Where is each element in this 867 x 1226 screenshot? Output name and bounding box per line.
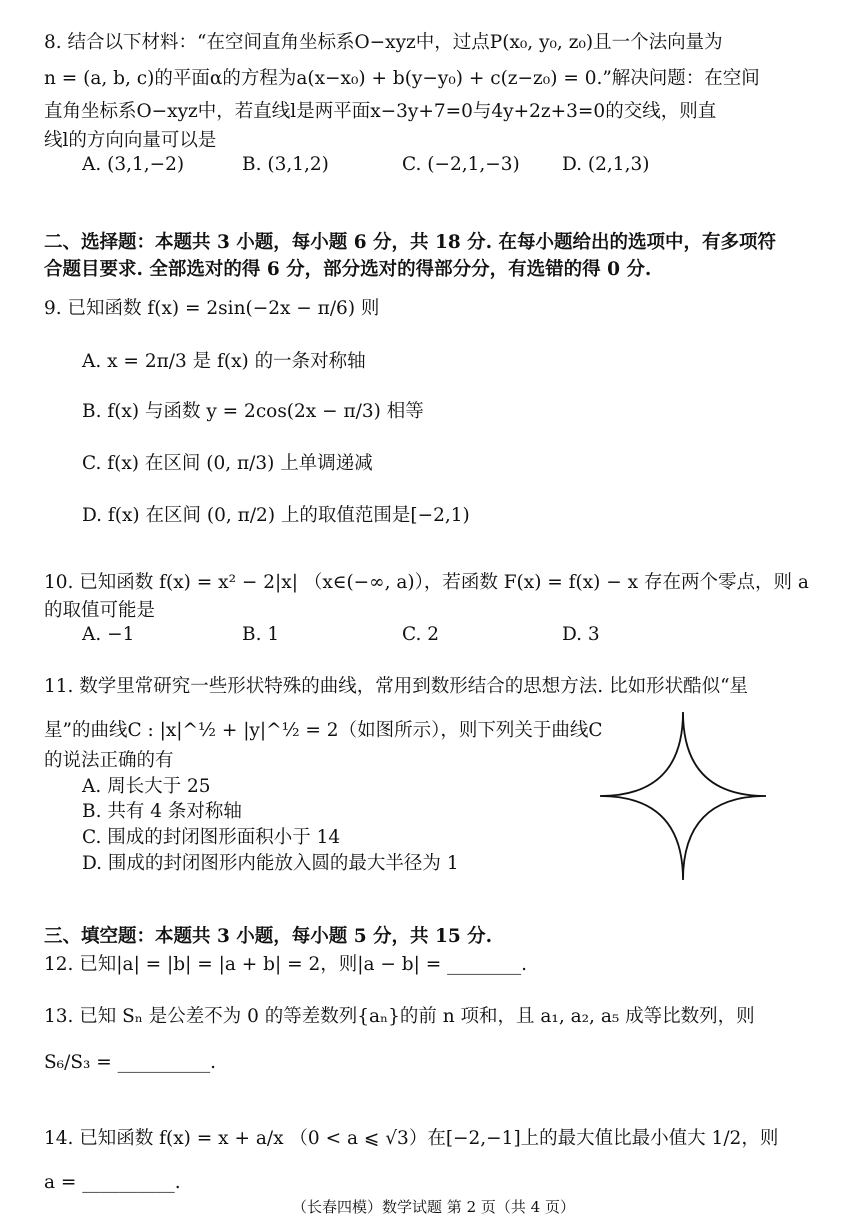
- q11-option-c: C. 围成的封闭图形面积小于 14: [82, 827, 341, 848]
- q9-stem: 9. 已知函数 f(x) = 2sin(−2x − π/6) 则: [44, 298, 380, 319]
- q10-line1: 10. 已知函数 f(x) = x² − 2|x| （x∈(−∞, a)），若函数 F(x) = f(x) − x 存在两个零点，则 a: [44, 572, 809, 593]
- star-curve-figure: [598, 710, 768, 882]
- q13-line2: S₆/S₃ = __________.: [44, 1052, 217, 1073]
- q11-option-a: A. 周长大于 25: [82, 776, 211, 797]
- q14-line2: a = __________.: [44, 1172, 181, 1193]
- q13-line1: 13. 已知 Sₙ 是公差不为 0 的等差数列{aₙ}的前 n 项和，且 a₁, a₂, a₅ 成等比数列，则: [44, 1006, 755, 1027]
- q8-line4: 线l的方向向量可以是: [44, 130, 217, 151]
- section2-heading-line1: 二、选择题：本题共 3 小题，每小题 6 分，共 18 分. 在每小题给出的选项中，有多项符: [44, 232, 777, 253]
- q9-option-b: B. f(x) 与函数 y = 2cos(2x − π/3) 相等: [82, 401, 424, 422]
- q10-option-b: B. 1: [242, 624, 280, 645]
- q11-line1: 11. 数学里常研究一些形状特殊的曲线，常用到数形结合的思想方法. 比如形状酷似“星: [44, 676, 749, 697]
- q8-line3: 直角坐标系O−xyz中，若直线l是两平面x−3y+7=0与4y+2z+3=0的交线，则直: [44, 101, 717, 122]
- q11-line2: 星”的曲线C : |x|^½ + |y|^½ = 2（如图所示），则下列关于曲线C: [44, 720, 603, 741]
- q11-option-b: B. 共有 4 条对称轴: [82, 801, 242, 822]
- q10-line2: 的取值可能是: [44, 600, 156, 621]
- q9-option-d: D. f(x) 在区间 (0, π/2) 上的取值范围是[−2,1): [82, 505, 470, 526]
- q12-line1: 12. 已知|a| = |b| = |a + b| = 2，则|a − b| = ________.: [44, 954, 528, 975]
- q10-option-d: D. 3: [562, 624, 600, 645]
- star-curve-path: [600, 712, 766, 880]
- q14-line1: 14. 已知函数 f(x) = x + a/x （0 < a ⩽ √3）在[−2,−1]上的最大值比最小值大 1/2，则: [44, 1128, 779, 1149]
- q8-option-c: C. (−2,1,−3): [402, 154, 520, 175]
- q8-option-d: D. (2,1,3): [562, 154, 650, 175]
- q9-option-a: A. x = 2π/3 是 f(x) 的一条对称轴: [82, 351, 366, 372]
- q11-line3: 的说法正确的有: [44, 750, 174, 771]
- page-footer: （长春四模）数学试题 第 2 页（共 4 页）: [292, 1198, 575, 1216]
- section3-heading: 三、填空题：本题共 3 小题，每小题 5 分，共 15 分.: [44, 926, 493, 947]
- q10-option-a: A. −1: [82, 624, 135, 645]
- q8-option-a: A. (3,1,−2): [82, 154, 185, 175]
- section2-heading-line2: 合题目要求. 全部选对的得 6 分，部分选对的得部分分，有选错的得 0 分.: [44, 259, 652, 280]
- q10-option-c: C. 2: [402, 624, 440, 645]
- q8-line1: 8. 结合以下材料：“在空间直角坐标系O−xyz中，过点P(x₀, y₀, z₀)且一个法向量为: [44, 32, 723, 53]
- q8-option-b: B. (3,1,2): [242, 154, 329, 175]
- q8-line2: n = (a, b, c)的平面α的方程为a(x−x₀) + b(y−y₀) + c(z−z₀) = 0.”解决问题：在空间: [44, 68, 760, 89]
- q9-option-c: C. f(x) 在区间 (0, π/3) 上单调递减: [82, 453, 373, 474]
- q11-option-d: D. 围成的封闭图形内能放入圆的最大半径为 1: [82, 853, 459, 874]
